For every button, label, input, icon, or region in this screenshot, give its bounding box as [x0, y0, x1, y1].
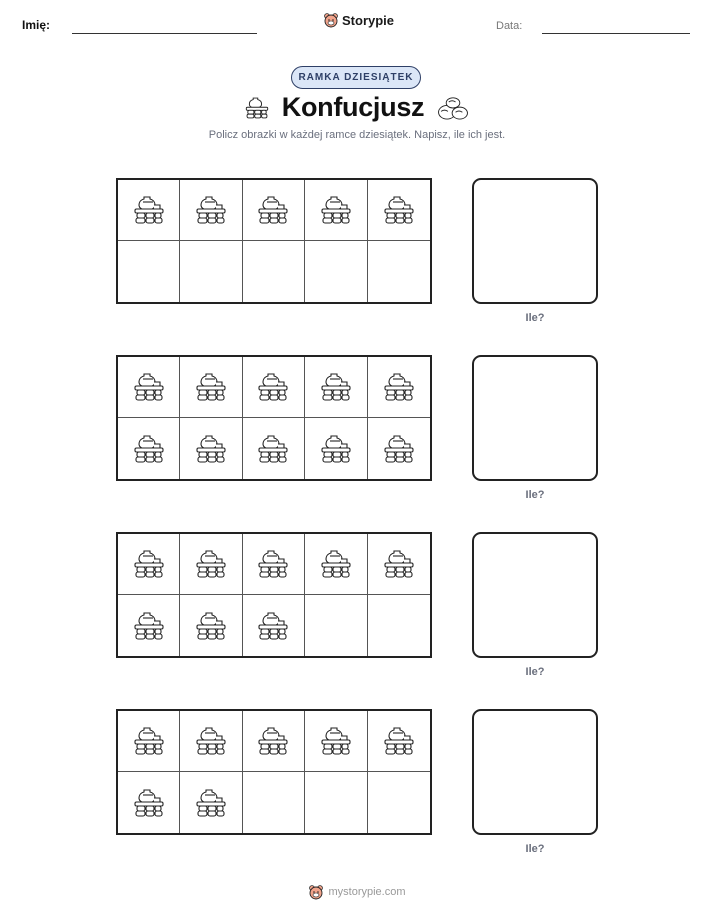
frame-cell	[118, 180, 180, 241]
pot-on-stones-icon	[132, 609, 166, 643]
frame-cell	[305, 180, 367, 241]
frame-cell	[118, 711, 180, 772]
frame-cell	[180, 595, 242, 656]
pot-on-stones-icon	[319, 432, 353, 466]
frame-cell	[368, 357, 430, 418]
pot-on-stones-icon	[194, 547, 228, 581]
pot-on-stones-icon	[132, 370, 166, 404]
frame-cell	[180, 241, 242, 302]
frame-cell	[368, 241, 430, 302]
answer-prompt-2: Ile?	[525, 489, 545, 501]
frame-cell	[118, 357, 180, 418]
frame-cell	[368, 418, 430, 479]
frame-cell	[305, 711, 367, 772]
pot-on-stones-icon	[132, 547, 166, 581]
frame-cell	[118, 241, 180, 302]
name-line[interactable]	[72, 33, 257, 34]
frame-cell	[368, 772, 430, 833]
answer-box-2[interactable]	[472, 355, 598, 481]
pot-on-stones-icon	[256, 609, 290, 643]
name-label: Imię:	[22, 18, 51, 32]
frame-cell	[305, 418, 367, 479]
frame-cell	[243, 418, 305, 479]
frame-cell	[243, 711, 305, 772]
pot-on-stones-icon	[194, 786, 228, 820]
pot-on-stones-icon	[256, 370, 290, 404]
frame-cell	[368, 711, 430, 772]
frame-cell	[305, 595, 367, 656]
pot-on-stones-icon	[132, 724, 166, 758]
date-label: Data:	[496, 20, 523, 32]
frame-cell	[118, 595, 180, 656]
rocks-icon	[436, 94, 470, 122]
brand-name: Storypie	[342, 12, 395, 28]
footer-link[interactable]: mystorypie.com	[328, 886, 406, 898]
pot-on-stones-icon	[256, 724, 290, 758]
pot-on-stones-icon	[194, 432, 228, 466]
frame-cell	[180, 534, 242, 595]
frame-cell	[180, 180, 242, 241]
pot-on-stones-icon	[194, 193, 228, 227]
pot-on-stones-icon	[256, 547, 290, 581]
pot-on-stones-icon	[194, 724, 228, 758]
pot-on-stones-icon	[382, 547, 416, 581]
frame-cell	[180, 357, 242, 418]
page-title: Konfucjusz	[281, 92, 425, 122]
pot-on-stones-icon	[132, 432, 166, 466]
pot-on-stones-icon	[319, 193, 353, 227]
frame-cell	[118, 418, 180, 479]
frame-cell	[368, 534, 430, 595]
frame-cell	[243, 241, 305, 302]
answer-prompt-3: Ile?	[525, 666, 545, 678]
frame-cell	[118, 772, 180, 833]
storypie-bear-icon	[308, 884, 324, 900]
frame-cell	[305, 534, 367, 595]
pot-on-stones-icon	[382, 370, 416, 404]
answer-prompt-1: Ile?	[525, 312, 545, 324]
pot-on-stones-icon	[319, 370, 353, 404]
brand-logo	[323, 12, 394, 28]
answer-prompt-4: Ile?	[525, 843, 545, 855]
pot-on-stones-icon	[382, 724, 416, 758]
footer	[0, 884, 714, 900]
answer-box-4[interactable]	[472, 709, 598, 835]
frame-cell	[368, 595, 430, 656]
frame-cell	[243, 595, 305, 656]
ten-frame-2	[116, 355, 432, 481]
frame-cell	[305, 241, 367, 302]
answer-box-3[interactable]	[472, 532, 598, 658]
ten-frame-1	[116, 178, 432, 304]
date-line[interactable]	[542, 33, 690, 34]
frame-cell	[180, 711, 242, 772]
frame-cell	[118, 534, 180, 595]
pot-on-stones-icon	[194, 609, 228, 643]
worksheet-type-badge: RAMKA DZIESIĄTEK	[291, 66, 421, 89]
frame-cell	[243, 772, 305, 833]
frame-cell	[305, 772, 367, 833]
frame-cell	[305, 357, 367, 418]
pot-on-stones-icon	[132, 193, 166, 227]
frame-cell	[368, 180, 430, 241]
ten-frame-4	[116, 709, 432, 835]
answer-box-1[interactable]	[472, 178, 598, 304]
pot-on-stones-icon	[194, 370, 228, 404]
pot-on-stones-icon	[256, 432, 290, 466]
pot-on-stones-icon	[319, 547, 353, 581]
frame-cell	[180, 418, 242, 479]
frame-cell	[243, 180, 305, 241]
ten-frame-3	[116, 532, 432, 658]
frame-cell	[243, 357, 305, 418]
title-row	[0, 92, 714, 123]
storypie-bear-icon	[323, 12, 339, 28]
instructions: Policz obrazki w każdej ramce dziesiątek. Napisz, ile ich jest.	[208, 129, 506, 141]
pot-on-stones-icon	[244, 95, 270, 121]
pot-on-stones-icon	[132, 786, 166, 820]
pot-on-stones-icon	[256, 193, 290, 227]
frame-cell	[180, 772, 242, 833]
frame-cell	[243, 534, 305, 595]
pot-on-stones-icon	[382, 432, 416, 466]
pot-on-stones-icon	[319, 724, 353, 758]
pot-on-stones-icon	[382, 193, 416, 227]
